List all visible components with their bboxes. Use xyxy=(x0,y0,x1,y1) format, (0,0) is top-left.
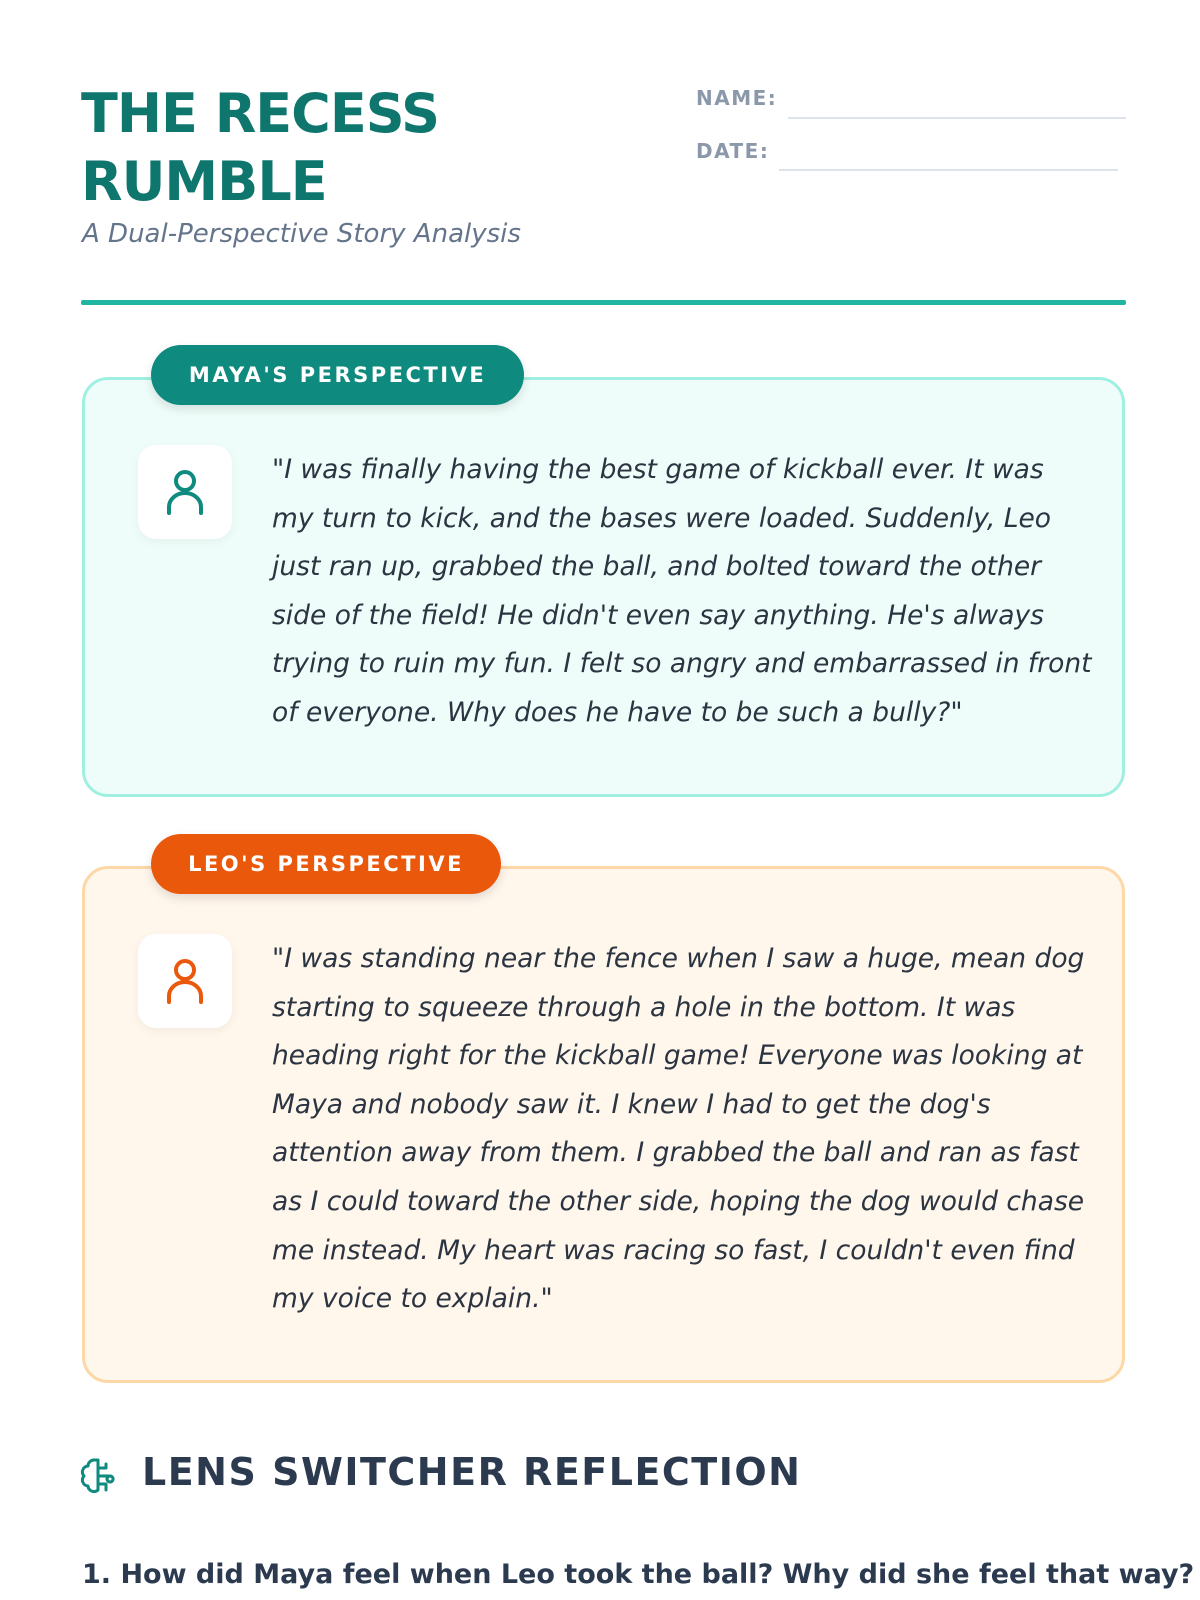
user-icon xyxy=(163,467,207,517)
user-icon xyxy=(163,956,207,1006)
date-field[interactable] xyxy=(779,169,1118,171)
page-subtitle: A Dual-Perspective Story Analysis xyxy=(82,219,521,249)
name-field[interactable] xyxy=(788,117,1126,119)
leo-avatar xyxy=(138,934,232,1028)
name-label: NAME: xyxy=(696,86,778,110)
brain-icon xyxy=(80,1456,120,1496)
page-title: THE RECESS RUMBLE xyxy=(81,82,440,213)
leo-quote: "I was standing near the fence when I saw a huge, mean dog starting to squeeze through a hole in the bottom. It was heading right for the kickball game! Everyone was looking at Maya and nobody saw it. I knew I had to get the dog's attention away from them. I grabbed the ball and ran as fast as I could toward the other side, hoping the dog would chase me instead. My heart was racing so fast, I couldn't even find my voice to explain." xyxy=(272,943,1085,1315)
reflection-title: LENS SWITCHER REFLECTION xyxy=(142,1450,802,1494)
maya-avatar xyxy=(138,445,232,539)
date-label: DATE: xyxy=(696,139,770,163)
reflection-question: 1. How did Maya feel when Leo took the ball? Why did she feel that way? xyxy=(82,1559,1195,1590)
leo-perspective-badge: LEO'S PERSPECTIVE xyxy=(151,834,501,894)
header-divider xyxy=(81,300,1126,305)
maya-quote: "I was finally having the best game of kickball ever. It was my turn to kick, and the bases were loaded. Suddenly, Leo just ran up, grabbed the ball, and bolted toward the other side of the field! He didn't even say anything. He's always trying to ruin my fun. I felt so angry and embarrassed in front of everyone. Why does he have to be such a bully?" xyxy=(272,454,1092,728)
maya-perspective-badge: MAYA'S PERSPECTIVE xyxy=(151,345,524,405)
